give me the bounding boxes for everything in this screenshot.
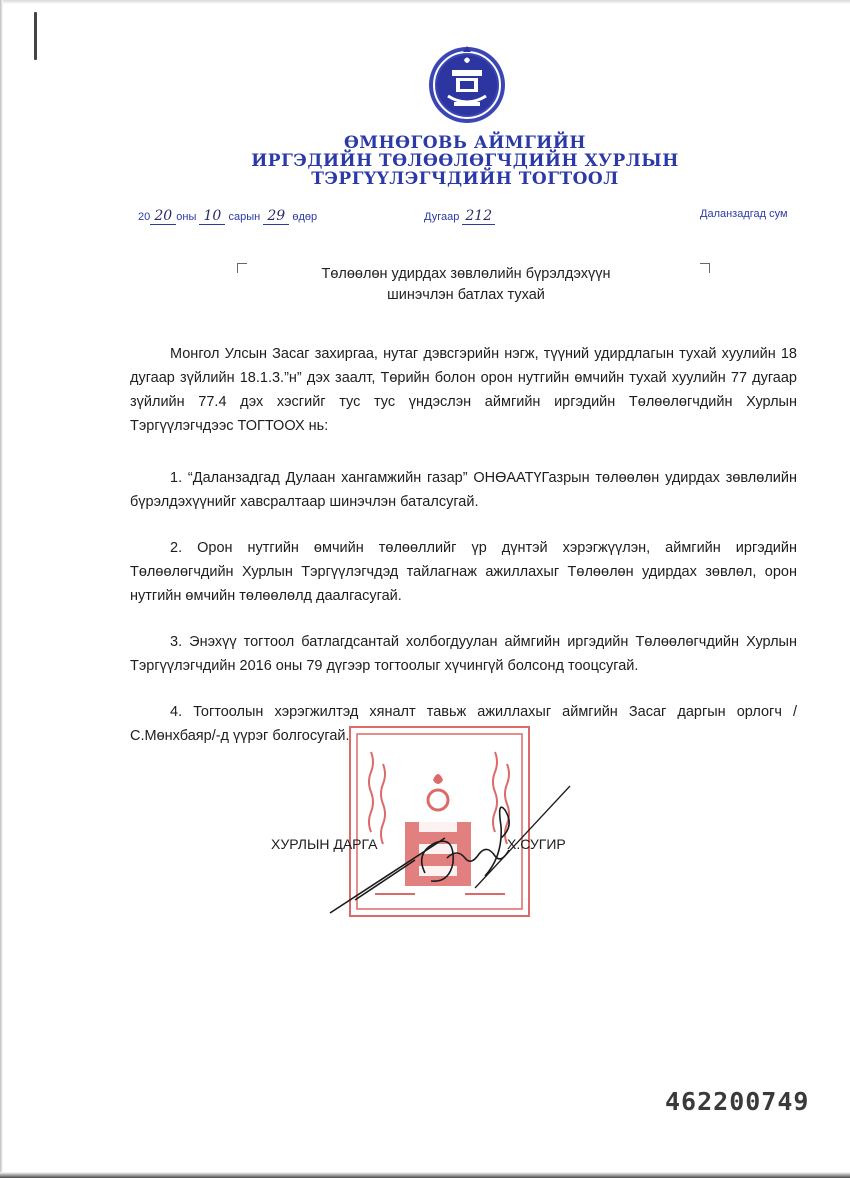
resolution-place: Даланзадгад сум — [700, 208, 788, 220]
scan-edge-top — [0, 0, 850, 4]
number-label: Дугаар — [424, 211, 460, 223]
margin-pen-mark — [34, 12, 37, 60]
subject-line2: шинэчлэн батлах тухай — [387, 287, 545, 303]
resolution-date — [138, 208, 317, 225]
day-handwritten: 29 — [263, 208, 289, 225]
council-header-line3: ТЭРГҮҮЛЭГЧДИЙН ТОГТООЛ — [311, 169, 619, 189]
state-emblem-icon — [424, 40, 510, 126]
scan-edge-bottom — [0, 1172, 850, 1178]
resolution-item: 1. “Даланзадгад Дулаан хангамжийн газар” ОНӨААТҮГазрын төлөөлөн удирдах зөвлөлийн бүрэлдэхүүнийг хавсралтаар шинэчлэн баталсугай. — [130, 470, 797, 510]
council-header-line2: ИРГЭДИЙН ТӨЛӨӨЛӨГЧДИЙН ХУРЛЫН — [251, 151, 679, 171]
council-header-line1: ӨМНӨГОВЬ АЙМГИЙН — [343, 133, 586, 153]
year-suffix: оны — [176, 211, 197, 223]
month-handwritten: 10 — [199, 208, 225, 225]
year-handwritten: 20 — [150, 208, 176, 225]
signatory-name: Х.СУГИР — [507, 836, 566, 852]
number-handwritten: 212 — [462, 208, 495, 225]
year-prefix: 20 — [138, 211, 151, 223]
preamble-paragraph: Монгол Улсын Засаг захиргаа, нутаг дэвсгэрийн нэгж, түүний удирдлагын тухай хуулийн 18 дугаар зүйлийн 18.1.3.”н” дэх заалт, Төрийн болон орон нутгийн өмчийн тухай хуулийн 77 дугаар зүйлийн 77.4 дэх хэсгийг тус тус үндэслэн аймгийн иргэдийн Төлөөлөгчдийн Хурлын Тэргүүлэгчдээс ТОГТООХ нь: — [130, 346, 797, 434]
day-label: өдөр — [292, 211, 318, 223]
resolution-item: 3. Энэхүү тогтоол батлагдсантай холбогдуулан аймгийн иргэдийн Төлөөлөгчдийн Хурлын Тэргүүлэгчдийн 2016 оны 79 дүгээр тогтоолыг хүчингүй болсонд тооцсугай. — [130, 634, 797, 674]
resolution-item: 2. Орон нутгийн өмчийн төлөөллийг үр дүнтэй хэрэгжүүлэн, аймгийн иргэдийн Төлөөлөгчдийн Хурлын Тэргүүлэгчдэд тайлагнаж ажиллахыг Төлөөлөн удирдах зөвлөл, орон нутгийн өмчийн төлөөлөлд даалгасугай. — [130, 540, 797, 604]
document-serial-number: 462200749 — [665, 1087, 810, 1116]
signatory-title: ХУРЛЫН ДАРГА — [271, 836, 378, 852]
subject-line1: Төлөөлөн удирдах зөвлөлийн бүрэлдэхүүн — [321, 266, 611, 282]
resolution-number — [424, 208, 495, 225]
month-label: сарын — [228, 211, 261, 223]
resolution-item: 4. Тогтоолын хэрэгжилтэд хяналт тавьж ажиллахыг аймгийн Засаг даргын орлогч /С.Мөнхбаяр/-д үүрэг болгосугай. — [130, 704, 797, 744]
